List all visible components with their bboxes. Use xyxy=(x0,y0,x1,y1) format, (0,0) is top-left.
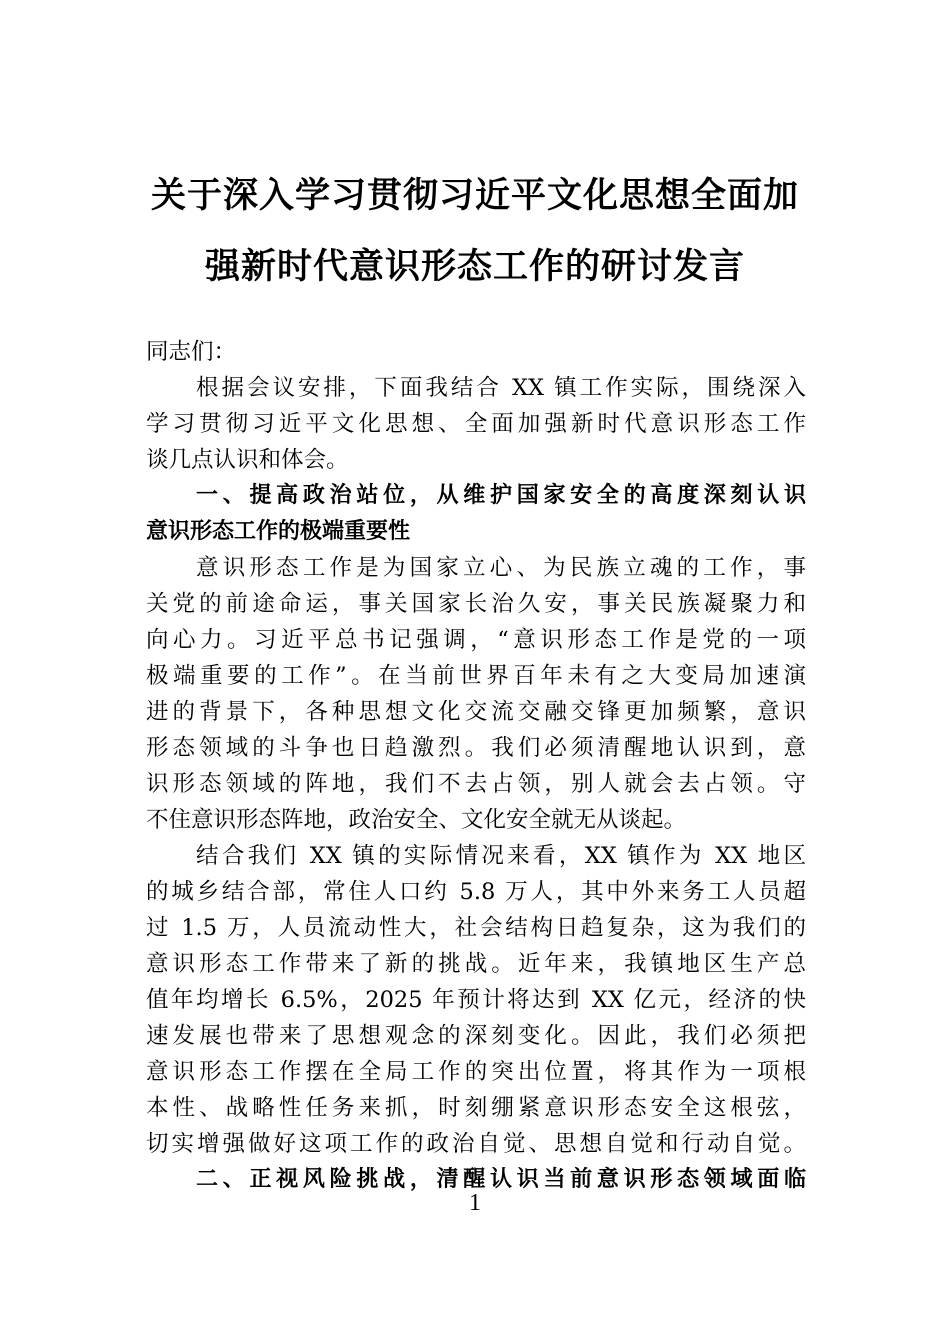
heading-line: 一、提高政治站位，从维护国家安全的高度深刻认识 xyxy=(196,483,806,508)
intro-paragraph xyxy=(146,370,806,478)
paragraph-line: 切实增强做好这项工作的政治自觉、思想自觉和行动自觉。 xyxy=(146,1131,806,1157)
paragraph-line: 形态领域的斗争也日趋激烈。我们必须清醒地认识到，意 xyxy=(146,735,806,761)
paragraph-line: 意识形态工作带来了新的挑战。近年来，我镇地区生产总 xyxy=(146,951,806,977)
paragraph-line: 识形态领域的阵地，我们不去占领，别人就会去占领。守 xyxy=(146,771,806,797)
paragraph-line: 不住意识形态阵地，政治安全、文化安全就无从谈起。 xyxy=(146,807,687,833)
paragraph-line: 本性、战略性任务来抓，时刻绷紧意识形态安全这根弦， xyxy=(146,1095,806,1121)
paragraph-line: 值年均增长 6.5%，2025 年预计将达到 XX 亿元，经济的快 xyxy=(146,987,806,1013)
salutation: 同志们： xyxy=(146,339,237,365)
paragraph-line: 向心力。习近平总书记强调，“意识形态工作是党的一项 xyxy=(146,627,806,653)
section-heading-1 xyxy=(146,478,806,550)
paragraph-line: 速发展也带来了思想观念的深刻变化。因此，我们必须把 xyxy=(146,1023,806,1049)
document-title-line-1: 关于深入学习贯彻习近平文化思想全面加 xyxy=(150,176,799,216)
paragraph-line: 结合我们 XX 镇的实际情况来看，XX 镇作为 XX 地区 xyxy=(196,843,806,869)
paragraph-line: 进的背景下，各种思想文化交流交融交锋更加频繁，意识 xyxy=(146,699,806,725)
paragraph-line: 意识形态工作摆在全局工作的突出位置，将其作为一项根 xyxy=(146,1059,806,1085)
document-title-line-2: 强新时代意识形态工作的研讨发言 xyxy=(204,247,745,287)
heading-line: 二、正视风险挑战，清醒认识当前意识形态领域面临 xyxy=(196,1167,806,1192)
paragraph-line: 关党的前途命运，事关国家长治久安，事关民族凝聚力和 xyxy=(146,591,806,617)
heading-line: 意识形态工作的极端重要性 xyxy=(146,519,411,544)
intro-line: 根据会议安排，下面我结合 XX 镇工作实际，围绕深入 xyxy=(196,375,806,401)
document-body xyxy=(146,334,806,1198)
paragraph-2 xyxy=(146,838,806,1162)
paragraph-line: 意识形态工作是为国家立心、为民族立魂的工作，事 xyxy=(196,555,806,581)
paragraph-line: 过 1.5 万，人员流动性大，社会结构日趋复杂，这为我们的 xyxy=(146,915,806,941)
page-number: 1 xyxy=(469,1190,481,1216)
intro-line: 学习贯彻习近平文化思想、全面加强新时代意识形态工作 xyxy=(146,411,806,437)
paragraph-line: 极端重要的工作”。在当前世界百年未有之大变局加速演 xyxy=(146,663,806,689)
intro-line: 谈几点认识和体会。 xyxy=(146,447,349,473)
paragraph-line: 的城乡结合部，常住人口约 5.8 万人，其中外来务工人员超 xyxy=(146,879,806,905)
paragraph-1 xyxy=(146,550,806,838)
